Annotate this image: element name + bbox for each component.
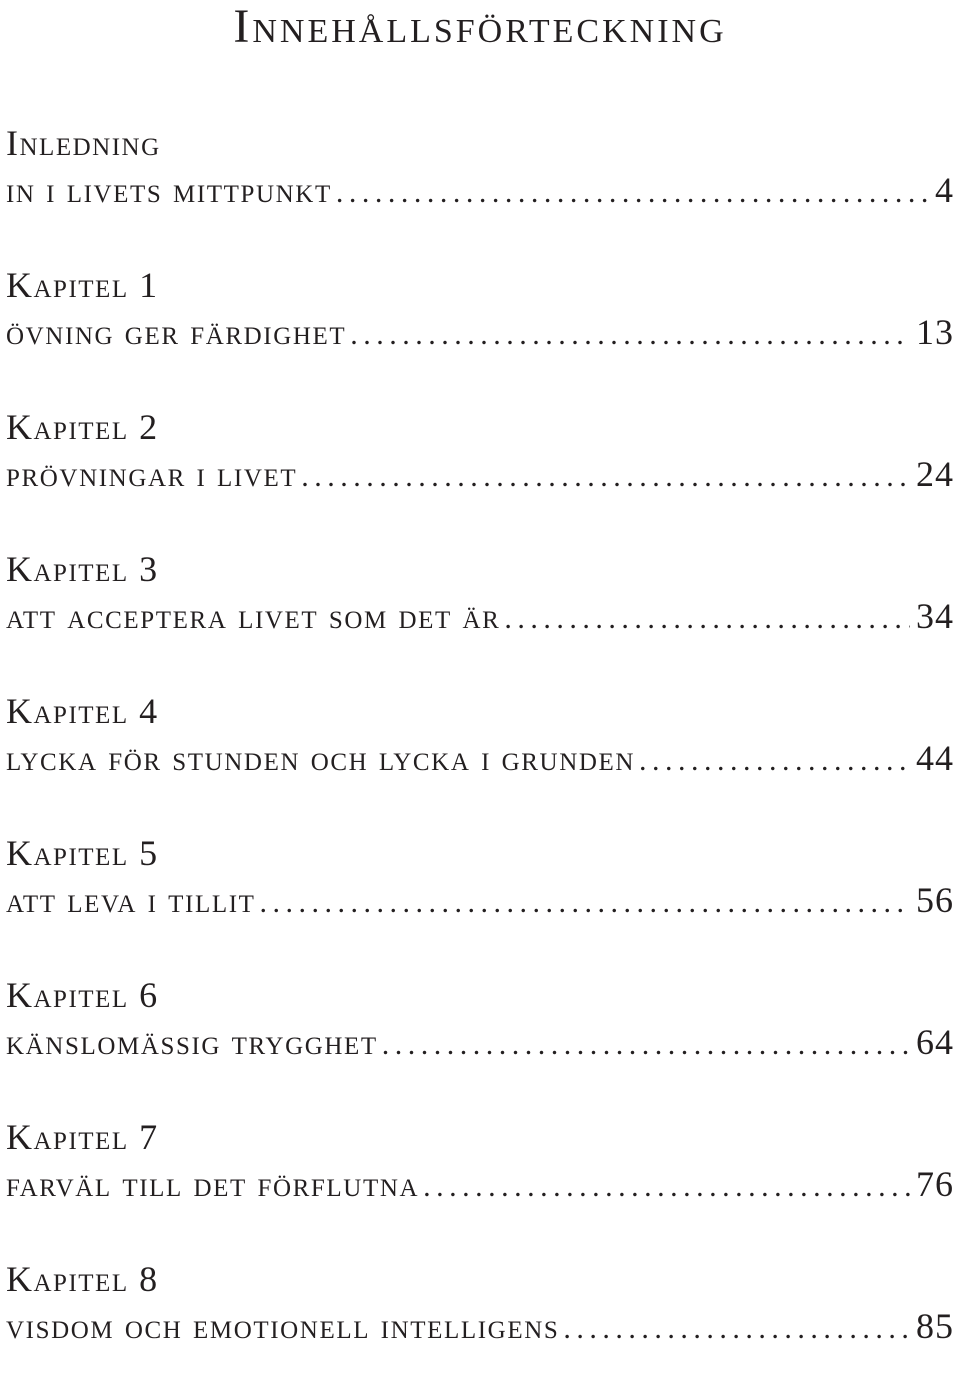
entry-label: Kapitel 5 [6,833,159,873]
page-number: 64 [916,1022,954,1062]
entry-line [6,736,954,780]
entry-line [6,1304,954,1348]
entry-title: lycka för stunden och lycka i grunden [6,738,636,778]
entry-line [6,1162,954,1206]
toc-entry-chapter-3[interactable] [6,546,954,688]
entry-label: Kapitel 4 [6,691,159,731]
dot-leader [500,597,910,638]
entry-title: att acceptera livet som det är [6,596,501,636]
toc-entry-chapter-7[interactable] [6,1114,954,1256]
entry-title: farväl till det förflutna [6,1164,420,1204]
page-number: 76 [916,1164,954,1204]
entry-line [6,168,954,212]
entry-label: Kapitel 6 [6,975,159,1015]
entry-label: Kapitel 7 [6,1117,159,1157]
page-number: 56 [916,880,954,920]
dot-leader [419,1165,910,1206]
entry-title: övning ger färdighet [6,312,347,352]
entry-title: prövningar i livet [6,454,298,494]
page-number: 85 [916,1306,954,1346]
page-number: 34 [916,596,954,636]
page-title: Innehållsförteckning [233,0,727,53]
page-number: 44 [916,738,954,778]
toc-entry-chapter-5[interactable] [6,830,954,972]
dot-leader [332,171,929,212]
entry-line [6,452,954,496]
toc-entry-chapter-1[interactable] [6,262,954,404]
dot-leader [346,313,910,354]
toc-list [6,120,954,1398]
dot-leader [635,739,910,780]
dot-leader [256,881,910,922]
dot-leader [297,455,910,496]
entry-label: Kapitel 3 [6,549,159,589]
entry-title: känslomässig trygghet [6,1022,378,1062]
entry-line [6,1020,954,1064]
entry-line [6,310,954,354]
entry-label: Kapitel 2 [6,407,159,447]
dot-leader [378,1023,910,1064]
page-number: 24 [916,454,954,494]
toc-entry-chapter-8[interactable] [6,1256,954,1398]
page-number: 4 [935,170,954,210]
dot-leader [559,1307,910,1348]
entry-label: Kapitel 1 [6,265,159,305]
entry-line [6,594,954,638]
entry-title: in i livets mittpunkt [6,170,332,210]
entry-label: Kapitel 8 [6,1259,159,1299]
toc-entry-chapter-2[interactable] [6,404,954,546]
entry-title: visdom och emotionell intelligens [6,1306,560,1346]
entry-line [6,878,954,922]
toc-entry-chapter-6[interactable] [6,972,954,1114]
toc-entry-chapter-4[interactable] [6,688,954,830]
toc-entry-introduction[interactable] [6,120,954,262]
page-number: 13 [916,312,954,352]
entry-label: Inledning [6,123,161,163]
entry-title: att leva i tillit [6,880,256,920]
